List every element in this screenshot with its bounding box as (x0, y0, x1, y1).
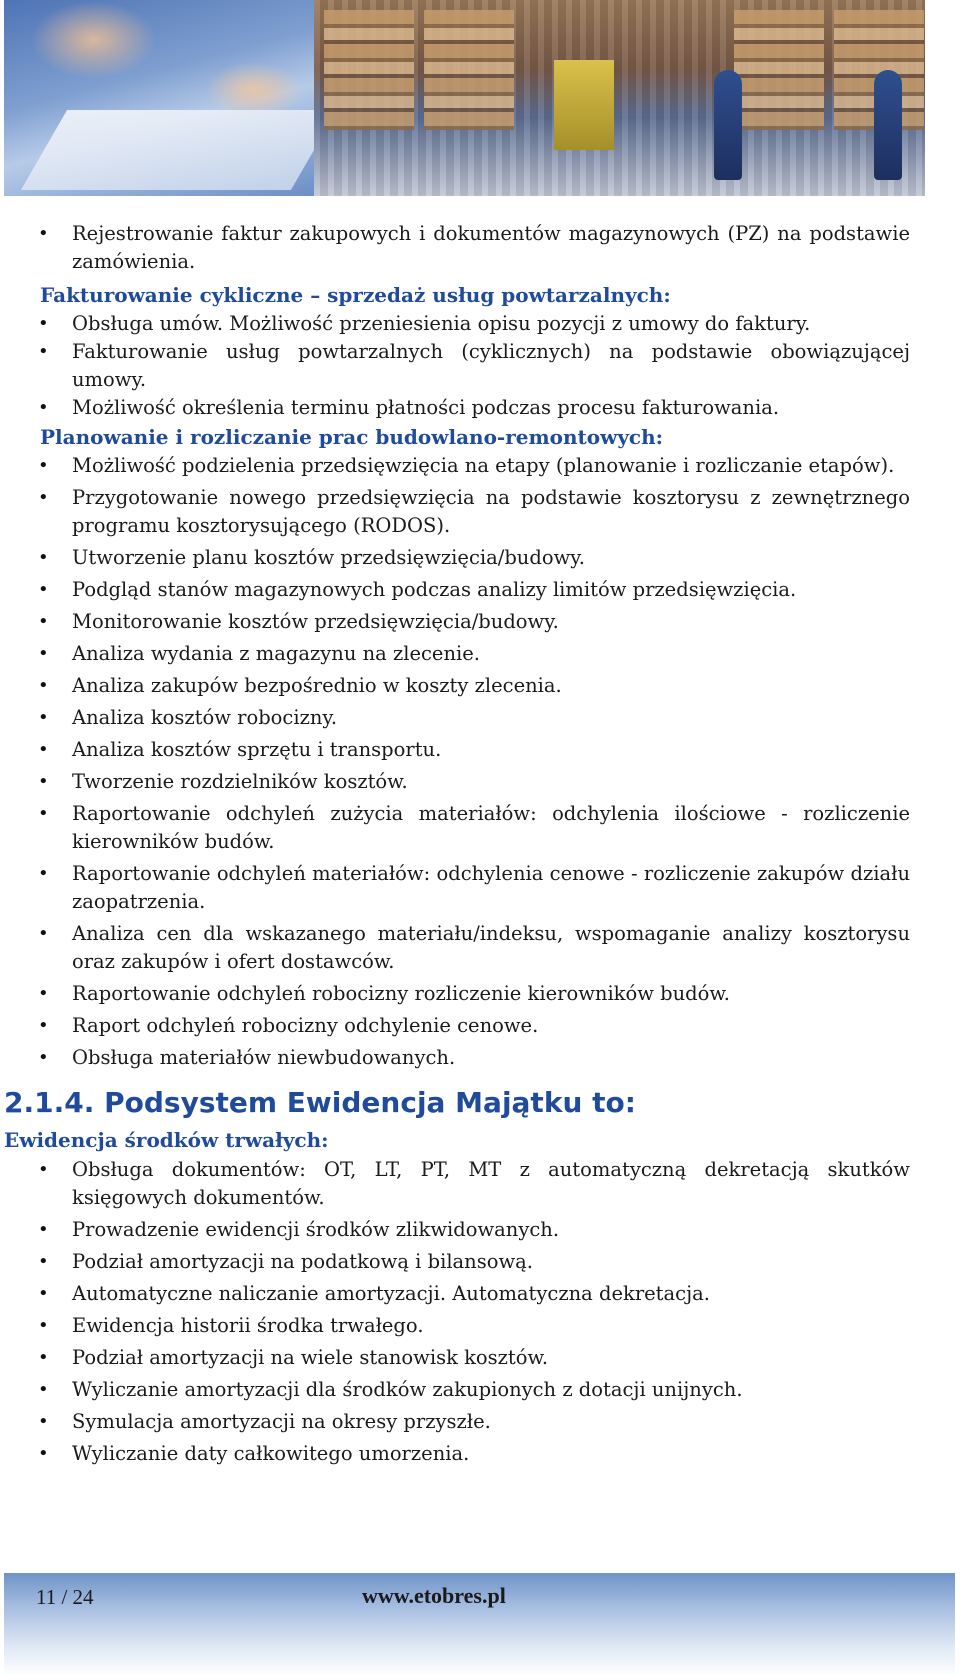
page-number: 11 / 24 (36, 1585, 94, 1609)
worker-graphic (714, 70, 742, 180)
list-item: • Tworzenie rozdzielników kosztów. (72, 768, 910, 796)
list-item: • Podział amortyzacji na podatkową i bilansową. (72, 1248, 910, 1276)
website-link[interactable]: www.etobres.pl (362, 1583, 506, 1608)
section-heading: Fakturowanie cykliczne – sprzedaż usług powtarzalnych: (40, 283, 671, 307)
list-item: • Raportowanie odchyleń robocizny rozliczenie kierowników budów. (72, 980, 910, 1008)
page-footer (4, 1573, 955, 1676)
list-item: • Wyliczanie daty całkowitego umorzenia. (72, 1440, 910, 1468)
list-item: • Analiza kosztów robocizny. (72, 704, 910, 732)
list-item: • Monitorowanie kosztów przedsięwzięcia/budowy. (72, 608, 910, 636)
list-item: • Fakturowanie usług powtarzalnych (cyklicznych) na podstawie obowiązującej umowy. (72, 338, 910, 394)
list-item: • Analiza kosztów sprzętu i transportu. (72, 736, 910, 764)
meeting-photo (4, 0, 314, 196)
list-item: • Ewidencja historii środka trwałego. (72, 1312, 910, 1340)
forklift-graphic (554, 60, 614, 150)
list-item: • Obsługa dokumentów: OT, LT, PT, MT z automatyczną dekretacją skutków księgowych dokumentów. (72, 1156, 910, 1212)
section1-list (0, 310, 960, 422)
document-sheet-graphic (21, 110, 337, 190)
list-item: • Obsługa umów. Możliwość przeniesienia opisu pozycji z umowy do faktury. (72, 310, 910, 338)
list-item: • Utworzenie planu kosztów przedsięwzięcia/budowy. (72, 544, 910, 572)
list-item: • Podział amortyzacji na wiele stanowisk kosztów. (72, 1344, 910, 1372)
list-item: • Raportowanie odchyleń zużycia materiałów: odchylenia ilościowe - rozliczenie kierowników budów. (72, 800, 910, 856)
list-item: • Wyliczanie amortyzacji dla środków zakupionych z dotacji unijnych. (72, 1376, 910, 1404)
list-item: • Analiza zakupów bezpośrednio w koszty zlecenia. (72, 672, 910, 700)
section2-list (0, 452, 960, 1072)
document-body (0, 220, 960, 1468)
list-item: • Rejestrowanie faktur zakupowych i dokumentów magazynowych (PZ) na podstawie zamówienia. (72, 220, 910, 276)
warehouse-rack-graphic (734, 10, 824, 130)
section-heading: Planowanie i rozliczanie prac budowlano-remontowych: (40, 425, 664, 449)
section-heading: Ewidencja środków trwałych: (4, 1128, 329, 1152)
list-item: • Obsługa materiałów niewbudowanych. (72, 1044, 910, 1072)
list-item: • Podgląd stanów magazynowych podczas analizy limitów przedsięwzięcia. (72, 576, 910, 604)
list-item: • Raportowanie odchyleń materiałów: odchylenia cenowe - rozliczenie zakupów działu zaopatrzenia. (72, 860, 910, 916)
list-item: • Analiza cen dla wskazanego materiału/indeksu, wspomaganie analizy kosztorysu oraz zakupów i ofert dostawców. (72, 920, 910, 976)
warehouse-rack-graphic (424, 10, 514, 130)
list-item: • Symulacja amortyzacji na okresy przyszłe. (72, 1408, 910, 1436)
list-item: • Możliwość określenia terminu płatności podczas procesu fakturowania. (72, 394, 910, 422)
list-item: • Przygotowanie nowego przedsięwzięcia na podstawie kosztorysu z zewnętrznego programu kosztorysującego (RODOS). (72, 484, 910, 540)
list-item: • Raport odchyleń robocizny odchylenie cenowe. (72, 1012, 910, 1040)
section3-list (0, 1156, 960, 1468)
list-item: • Możliwość podzielenia przedsięwzięcia na etapy (planowanie i rozliczanie etapów). (72, 452, 910, 480)
intro-list (0, 220, 960, 276)
worker-graphic (874, 70, 902, 180)
chapter-title: 2.1.4. Podsystem Ewidencja Majątku to: (4, 1086, 636, 1119)
list-item: • Automatyczne naliczanie amortyzacji. Automatyczna dekretacja. (72, 1280, 910, 1308)
header-photo-banner (4, 0, 925, 196)
list-item: • Prowadzenie ewidencji środków zlikwidowanych. (72, 1216, 910, 1244)
warehouse-rack-graphic (324, 10, 414, 130)
list-item: • Analiza wydania z magazynu na zlecenie. (72, 640, 910, 668)
warehouse-photo (314, 0, 925, 196)
